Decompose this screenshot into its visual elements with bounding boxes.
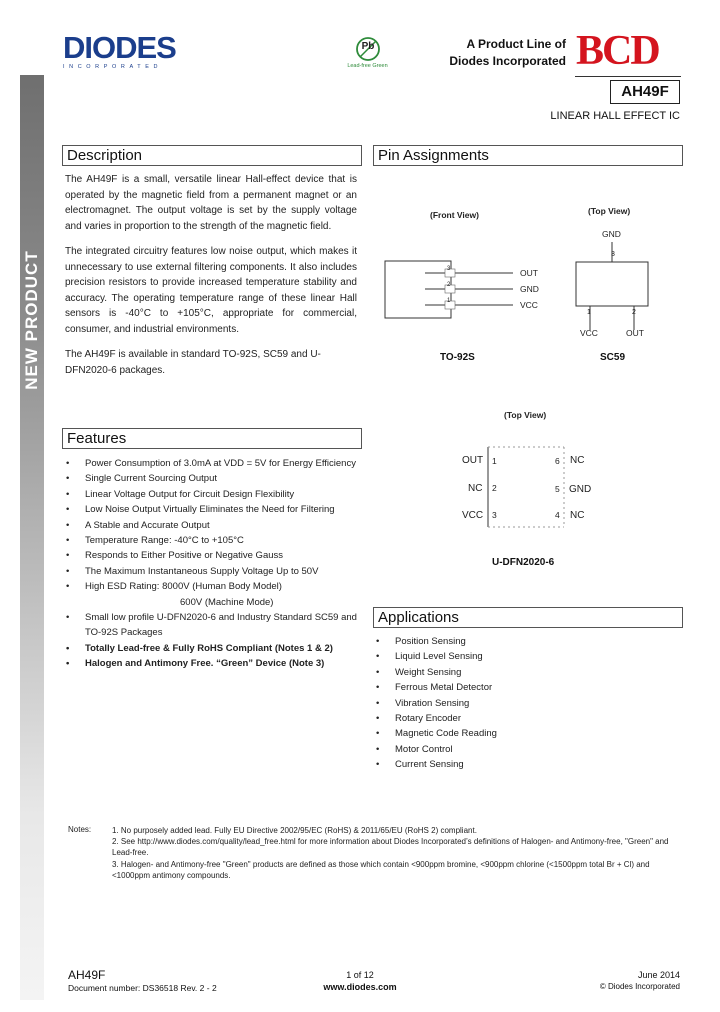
footer-copyright: © Diodes Incorporated (599, 982, 680, 991)
feature-item: • Power Consumption of 3.0mA at VDD = 5V for Energy Efficiency (63, 456, 359, 471)
feature-item: • Single Current Sourcing Output (63, 471, 359, 486)
footer-page: 1 of 12 (346, 970, 374, 980)
dfn-pin-5: 5 (555, 484, 560, 494)
side-band (20, 75, 44, 1000)
feature-item: • Responds to Either Positive or Negative Gauss (63, 548, 359, 563)
feature-item: • Linear Voltage Output for Circuit Design Flexibility (63, 487, 359, 502)
dfn-left-vcc: VCC (462, 510, 484, 521)
description-paragraph-3: The AH49F is available in standard TO-92S, SC59 and U-DFN2020-6 packages. (65, 349, 321, 376)
bcd-logo: BCD (576, 28, 659, 74)
new-product-label: NEW PRODUCT (22, 250, 41, 390)
dfn-left-out: OUT (462, 455, 484, 466)
to92-pin-num-1: 1 (447, 298, 451, 304)
to92-pin-out: OUT (520, 268, 538, 278)
sc59-gnd: GND (602, 229, 621, 239)
application-item: • Liquid Level Sensing (373, 649, 673, 664)
feature-item: • Small low profile U-DFN2020-6 and Industry Standard SC59 and TO-92S Packages (63, 610, 359, 641)
features-list (63, 456, 359, 672)
to92-pin-vcc: VCC (520, 300, 538, 310)
sc59-package-label: SC59 (600, 352, 626, 363)
application-item: • Motor Control (373, 742, 673, 757)
dfn-pin-6: 6 (555, 456, 560, 466)
udfn-diagram (484, 445, 574, 535)
footer-part: AH49F (68, 968, 106, 982)
description-heading: Description (62, 145, 362, 166)
dfn-pin-3: 3 (492, 510, 497, 520)
footer-website[interactable]: www.diodes.com (323, 982, 397, 992)
sc59-pin-2: 2 (632, 309, 636, 316)
feature-item: • Low Noise Output Virtually Eliminates the Need for Filtering (63, 502, 359, 517)
product-subtitle: LINEAR HALL EFFECT IC (550, 110, 680, 122)
front-view-label: (Front View) (430, 210, 479, 220)
dfn-left-nc: NC (468, 483, 483, 494)
udfn-package-label: U-DFN2020-6 (492, 557, 555, 568)
sc59-pin-3: 3 (611, 251, 615, 258)
footer-date: June 2014 (637, 970, 680, 980)
dfn-right-nc-top: NC (570, 455, 585, 466)
sc59-pin-1: 1 (587, 309, 591, 316)
top-view-label-dfn: (Top View) (504, 410, 547, 420)
lead-free-green-badge (340, 36, 395, 71)
description-paragraph-1: The AH49F is a small, versatile linear Hall-effect device that is operated by the magnetic field from a permanent magnet or an electromagnet. The output voltage is set by the supply voltage and varies in proportion to the strength of the magnetic field. (65, 174, 357, 232)
application-item: • Weight Sensing (373, 665, 673, 680)
notes-list (112, 825, 682, 881)
pb-symbol: Pb (361, 41, 375, 52)
part-number-box (610, 80, 680, 104)
feature-item: • Halogen and Antimony Free. “Green” Device (Note 3) (63, 656, 359, 671)
feature-item: 600V (Machine Mode) (180, 596, 274, 608)
part-number: AH49F (621, 83, 669, 100)
application-item: • Vibration Sensing (373, 696, 673, 711)
dfn-pin-4: 4 (555, 510, 560, 520)
sc59-diagram (570, 240, 660, 340)
description-body (65, 172, 357, 378)
sc59-out: OUT (626, 328, 644, 338)
note-1: 1. No purposely added lead. Fully EU Directive 2002/95/EC (RoHS) & 2011/65/EU (RoHS 2) compliant. (112, 826, 477, 835)
application-item: • Current Sensing (373, 757, 673, 772)
header-rule (575, 76, 681, 77)
feature-item: • High ESD Rating: 8000V (Human Body Model) (63, 579, 359, 594)
applications-list (373, 634, 673, 773)
top-view-label-sc59: (Top View) (588, 206, 631, 216)
feature-item: • A Stable and Accurate Output (63, 518, 359, 533)
note-2: 2. See http://www.diodes.com/quality/lead_free.html for more information about Diodes Incorporated’s definitions of Halogen- and Antimony-free, "Green" and Lead-free. (112, 837, 669, 858)
application-item: • Position Sensing (373, 634, 673, 649)
to92s-diagram (383, 255, 523, 325)
note-3: 3. Halogen- and Antimony-free "Green" products are defined as those which contain <900ppm bromine, <900ppm chlorine (<1500ppm total Br + Cl) and <1000ppm antimony compounds. (112, 859, 650, 880)
pin-assignments-heading: Pin Assignments (373, 145, 683, 166)
application-item: • Rotary Encoder (373, 711, 673, 726)
sc59-vcc: VCC (580, 328, 598, 338)
dfn-right-nc-bottom: NC (570, 510, 585, 521)
notes-label: Notes: (68, 825, 92, 834)
dfn-right-gnd: GND (569, 484, 592, 495)
to92-pin-num-2: 2 (447, 282, 451, 288)
application-item: • Magnetic Code Reading (373, 726, 673, 741)
applications-heading: Applications (373, 607, 683, 628)
footer-doc-number: Document number: DS36518 Rev. 2 - 2 (68, 983, 217, 993)
product-line-text: A Product Line of Diodes Incorporated (449, 37, 566, 68)
lead-free-caption: Lead-free Green (347, 63, 388, 69)
application-item: • Ferrous Metal Detector (373, 680, 673, 695)
to92-pin-num-3: 3 (447, 266, 451, 272)
features-heading: Features (62, 428, 362, 449)
diodes-logo: DIODES INCORPORATED (63, 30, 176, 70)
dfn-pin-2: 2 (492, 483, 497, 493)
to92-pin-gnd: GND (520, 284, 539, 294)
feature-item: • The Maximum Instantaneous Supply Voltage Up to 50V (63, 564, 359, 579)
description-paragraph-2: The integrated circuitry features low noise output, which makes it unnecessary to use external filtering components. It also includes precision resistors to provide increased temperature stability and accuracy. The operating temperature range of these linear Hall sensors is -40°C to +105°C, appropriate for commercial, consumer, and industrial environments. (65, 246, 357, 335)
dfn-pin-1: 1 (492, 456, 497, 466)
feature-item: • Temperature Range: -40°C to +105°C (63, 533, 359, 548)
feature-item: • Totally Lead-free & Fully RoHS Compliant (Notes 1 & 2) (63, 641, 359, 656)
to92s-package-label: TO-92S (440, 352, 475, 363)
